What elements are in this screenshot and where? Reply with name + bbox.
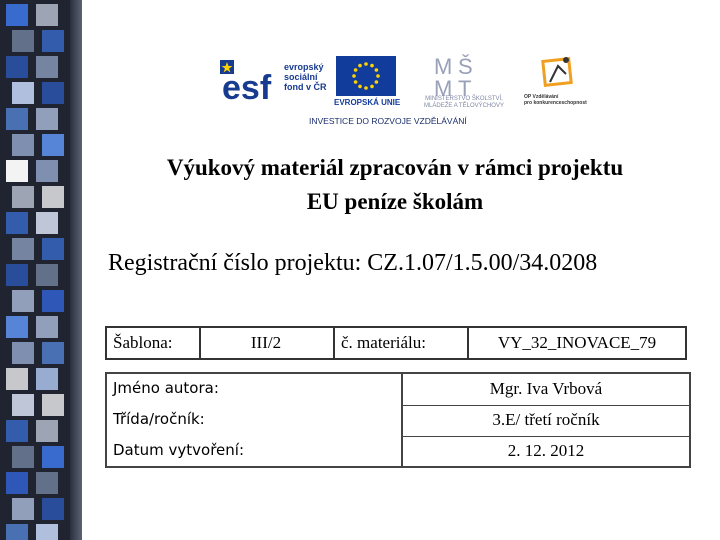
sidebar-square (36, 316, 58, 338)
registration-number: Registrační číslo projektu: CZ.1.07/1.5.00/34.0208 (108, 250, 598, 276)
table-row (107, 436, 689, 467)
template-table (105, 326, 687, 360)
sidebar-square (42, 30, 64, 52)
table-divider (333, 328, 335, 358)
sidebar-square (12, 186, 34, 208)
author-label: Jméno autora: (113, 379, 219, 397)
sidebar-square (42, 446, 64, 468)
sidebar-square (6, 420, 28, 442)
template-label: Šablona: (113, 333, 173, 352)
op-vk-logo-icon (536, 52, 580, 92)
sidebar-square (42, 498, 64, 520)
sidebar-square (36, 524, 58, 540)
sidebar-square (36, 420, 58, 442)
sidebar-square (36, 368, 58, 390)
info-table (105, 372, 691, 468)
svg-text:Š: Š (458, 54, 473, 79)
sidebar-square (6, 212, 28, 234)
sidebar-square (36, 108, 58, 130)
eu-star (358, 85, 362, 89)
esf-logo-icon (218, 54, 278, 104)
sidebar-square (36, 160, 58, 182)
eu-caption: EVROPSKÁ UNIE (334, 98, 401, 107)
sidebar-square (42, 186, 64, 208)
sidebar-square (6, 472, 28, 494)
sidebar-square (12, 342, 34, 364)
sidebar-square (6, 316, 28, 338)
sidebar-square (42, 290, 64, 312)
sidebar-square (12, 82, 34, 104)
eu-star (364, 86, 368, 90)
table-row (107, 405, 689, 436)
msmt-logo-icon (430, 52, 500, 98)
eu-star (358, 64, 362, 68)
msmt-caption: MINISTERSTVO ŠKOLSTVÍ, MLÁDEŽE A TĚLOVÝCHOVY (424, 96, 504, 109)
logo-strip (218, 48, 598, 130)
sidebar-square (12, 30, 34, 52)
sidebar-square (42, 342, 64, 364)
sidebar-square (12, 394, 34, 416)
sidebar-square (36, 472, 58, 494)
sidebar-square (36, 56, 58, 78)
svg-text:T: T (458, 76, 472, 98)
sidebar-square (6, 524, 28, 540)
date-value: 2. 12. 2012 (507, 441, 585, 460)
eu-star (364, 62, 368, 66)
class-value: 3.E/ třetí ročník (492, 410, 600, 429)
eu-star (370, 85, 374, 89)
sidebar-square (42, 134, 64, 156)
sidebar-square (6, 56, 28, 78)
sidebar-square (42, 82, 64, 104)
svg-text:M: M (434, 76, 453, 98)
sidebar-square (42, 394, 64, 416)
eu-star (354, 68, 358, 72)
eu-star (354, 80, 358, 84)
title-line-2: EU peníze školám (306, 189, 484, 214)
template-value: III/2 (250, 333, 282, 352)
eu-star (375, 80, 379, 84)
sidebar-square (36, 212, 58, 234)
date-label: Datum vytvoření: (113, 441, 244, 459)
decorative-sidebar (0, 0, 82, 540)
eu-flag-icon (336, 56, 396, 96)
class-label: Třída/ročník: (113, 410, 205, 428)
sidebar-square (6, 160, 28, 182)
sidebar-edge (70, 0, 82, 540)
sidebar-square (42, 238, 64, 260)
svg-text:esf: esf (222, 69, 272, 104)
material-value: VY_32_INOVACE_79 (497, 333, 657, 352)
sidebar-square (12, 498, 34, 520)
eu-star (352, 74, 356, 78)
sidebar-square (12, 238, 34, 260)
sidebar-square (6, 264, 28, 286)
eu-star (370, 64, 374, 68)
author-value: Mgr. Iva Vrbová (489, 379, 603, 398)
material-label: č. materiálu: (341, 333, 426, 352)
sidebar-square (12, 446, 34, 468)
sidebar-square (36, 4, 58, 26)
sidebar-square (6, 108, 28, 130)
svg-text:M: M (434, 54, 453, 79)
sidebar-square (12, 290, 34, 312)
table-row (107, 374, 689, 405)
title-line-1: Výukový materiál zpracován v rámci projektu (166, 155, 624, 180)
eu-star (375, 68, 379, 72)
investice-tagline: INVESTICE DO ROZVOJE VZDĚLÁVÁNÍ (309, 116, 467, 126)
sidebar-square (36, 264, 58, 286)
eu-star (376, 74, 380, 78)
sidebar-square (6, 4, 28, 26)
op-caption: OP Vzdělávání pro konkurenceschopnost (524, 94, 587, 106)
sidebar-square (12, 134, 34, 156)
esf-text: evropský sociální fond v ČR (284, 62, 327, 92)
sidebar-square (6, 368, 28, 390)
